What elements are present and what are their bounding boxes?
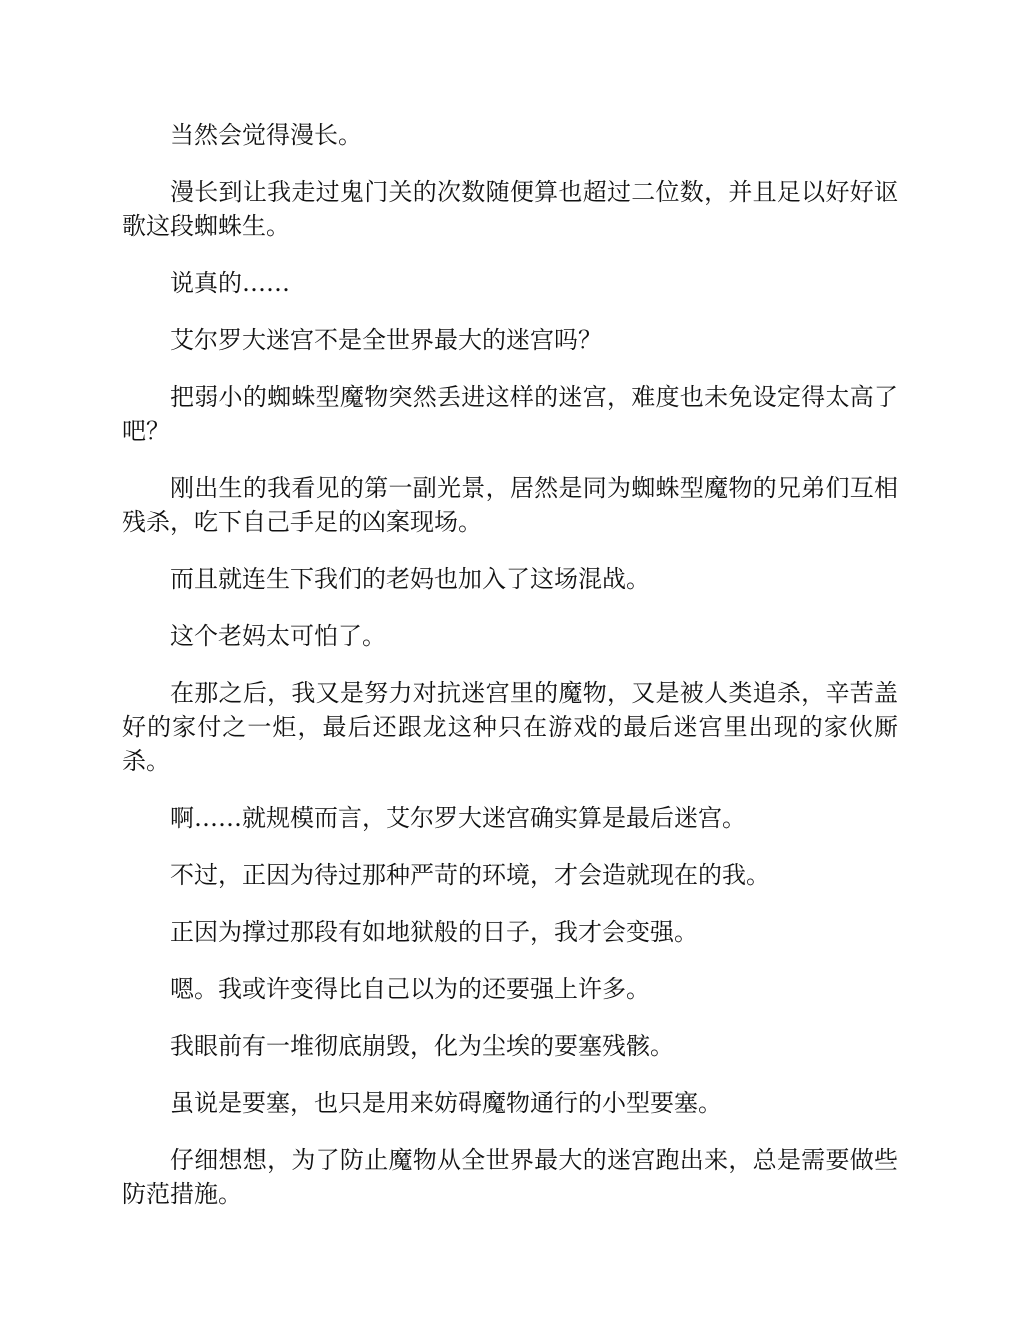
- paragraph: 说真的……: [170, 269, 290, 297]
- paragraph: 不过，正因为待过那种严苛的环境，才会造就现在的我。: [170, 861, 770, 889]
- paragraph: 正因为撑过那段有如地狱般的日子，我才会变强。: [170, 918, 698, 946]
- paragraph: 我眼前有一堆彻底崩毁，化为尘埃的要塞残骸。: [170, 1032, 674, 1060]
- paragraph: 虽说是要塞，也只是用来妨碍魔物通行的小型要塞。: [170, 1089, 722, 1117]
- document-page: [122, 118, 898, 1234]
- paragraph: 仔细想想，为了防止魔物从全世界最大的迷宫跑出来，总是需要做些防范措施。: [122, 1146, 898, 1208]
- paragraph: 把弱小的蜘蛛型魔物突然丢进这样的迷宫，难度也未免设定得太高了吧？: [122, 383, 898, 445]
- paragraph: 刚出生的我看见的第一副光景，居然是同为蜘蛛型魔物的兄弟们互相残杀，吃下自己手足的凶案现场。: [122, 474, 898, 536]
- paragraph: 在那之后，我又是努力对抗迷宫里的魔物，又是被人类追杀，辛苦盖好的家付之一炬，最后还跟龙这种只在游戏的最后迷宫里出现的家伙厮杀。: [122, 679, 898, 775]
- paragraph: 艾尔罗大迷宫不是全世界最大的迷宫吗？: [170, 326, 602, 354]
- paragraph: 当然会觉得漫长。: [170, 121, 362, 149]
- paragraph: 而且就连生下我们的老妈也加入了这场混战。: [170, 565, 650, 593]
- paragraph: 啊……就规模而言，艾尔罗大迷宫确实算是最后迷宫。: [170, 804, 746, 832]
- paragraph: 漫长到让我走过鬼门关的次数随便算也超过二位数，并且足以好好讴歌这段蜘蛛生。: [122, 178, 898, 240]
- paragraph: 这个老妈太可怕了。: [170, 622, 386, 650]
- paragraph: 嗯。我或许变得比自己以为的还要强上许多。: [170, 975, 650, 1003]
